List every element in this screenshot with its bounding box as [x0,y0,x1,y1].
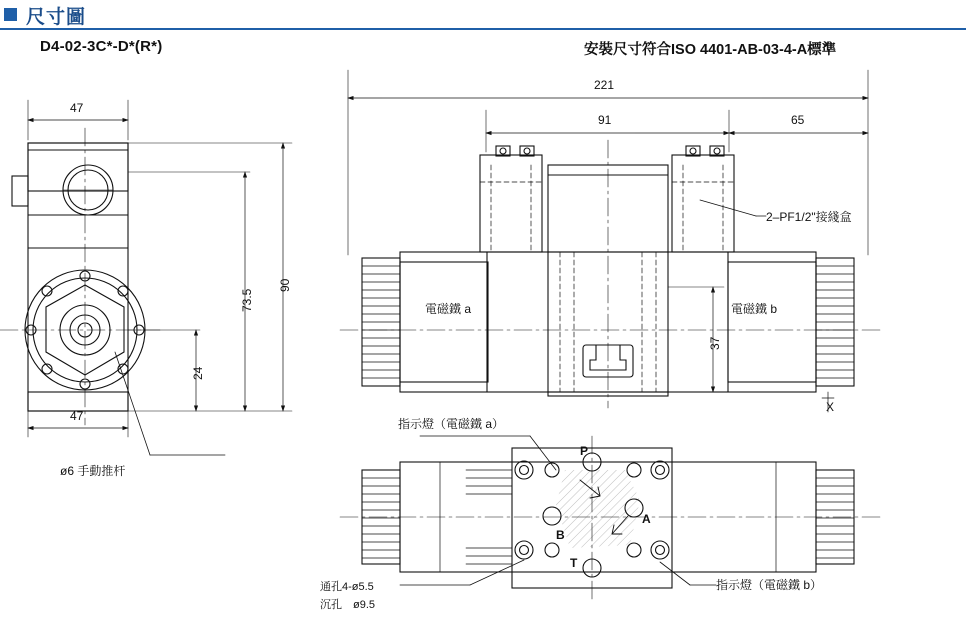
port-label-t: T [570,556,578,570]
label-counterbore: 沉孔 ø9.5 [320,599,376,611]
iso-standard-note: 安裝尺寸符合ISO 4401-AB-03-4-A標準 [584,42,837,58]
dim-side-overall: 221 [594,78,615,92]
dim-front-height-total: 90 [278,278,292,292]
dim-side-right-span: 65 [791,113,805,127]
port-label-p: P [580,444,589,458]
label-manual-push-rod: ø6 手動推杆 [60,464,126,478]
label-indicator-lamp-b: 指示燈（電磁鐵 b） [716,578,823,592]
dim-front-height-low: 24 [191,366,205,380]
dim-front-bottom-width: 47 [70,409,84,423]
dim-side-left-span: 91 [598,113,612,127]
port-label-a: A [642,512,651,526]
label-through-hole: 通孔4-ø5.5 [320,581,374,593]
label-solenoid-b: 電磁鐵 b [731,302,778,316]
label-solenoid-a: 電磁鐵 a [425,302,472,316]
dim-side-body-height: 37 [708,336,722,350]
model-code: D4-02-3C*-D*(R*) [40,38,163,55]
port-label-b: B [556,528,565,542]
dim-front-height-mid: 73.5 [240,288,254,312]
label-x-mark: X [826,400,835,414]
dim-front-top-width: 47 [70,101,84,115]
label-conduit-box: 2–PF1/2"接綫盒 [766,210,852,224]
page-title: 尺寸圖 [26,7,87,28]
label-indicator-lamp-a: 指示燈（電磁鐵 a） [398,417,505,431]
